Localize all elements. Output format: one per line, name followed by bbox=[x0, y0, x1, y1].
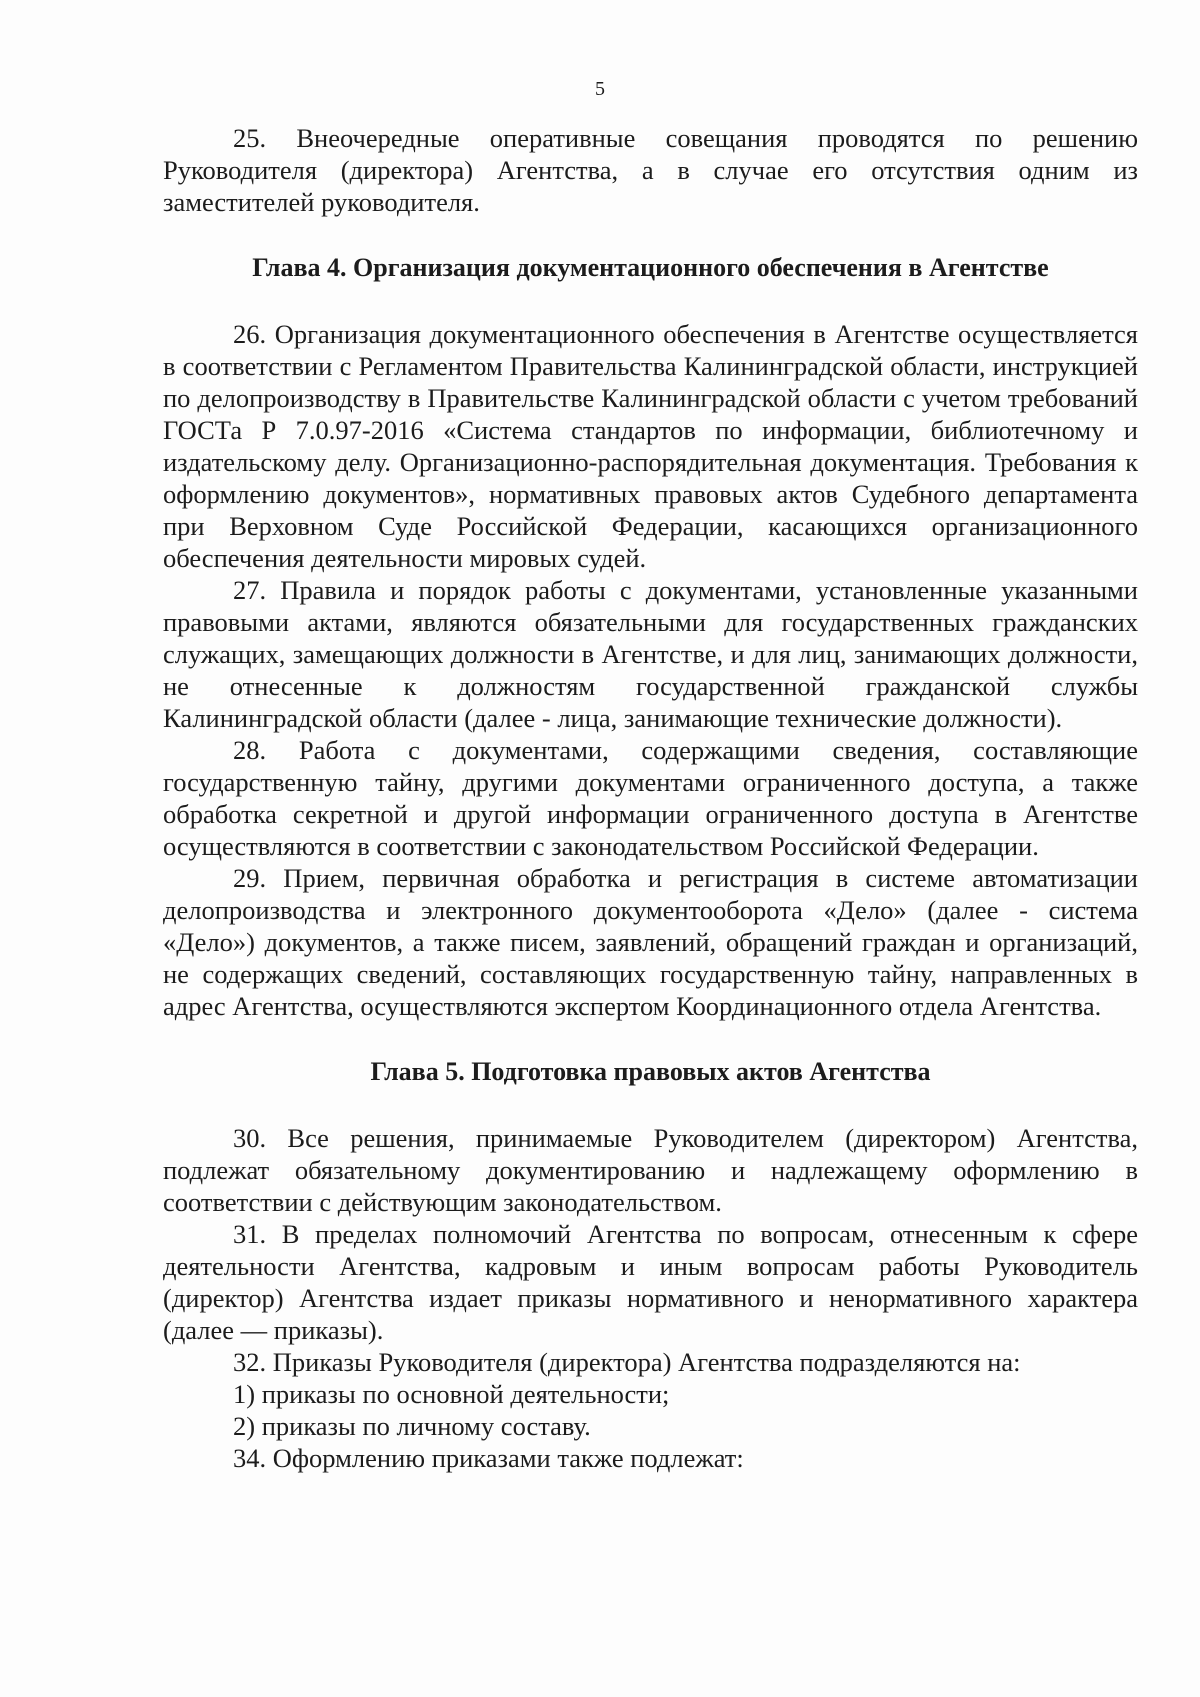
paragraph-25: 25. Внеочередные оперативные совещания проводятся по решению Руководителя (директора) Агентства, а в случае его отсутствия одним из заместителей руководителя. bbox=[163, 123, 1138, 217]
list-item: 1) приказы по основной деятельности; bbox=[233, 1379, 670, 1409]
chapter-5-title: Глава 5. Подготовка правовых актов Агентства bbox=[370, 1057, 931, 1086]
chapter-4-title: Глава 4. Организация документационного обеспечения в Агентстве bbox=[252, 253, 1049, 282]
paragraph-30: 30. Все решения, принимаемые Руководителем (директором) Агентства, подлежат обязательному документированию и надлежащему оформлению в соответствии с действующим законодательством. bbox=[163, 1123, 1138, 1217]
paragraph-32: 32. Приказы Руководителя (директора) Агентства подразделяются на: bbox=[233, 1347, 1021, 1377]
paragraph-34: 34. Оформлению приказами также подлежат: bbox=[233, 1443, 744, 1473]
paragraph-26: 26. Организация документационного обеспечения в Агентстве осуществляется в соответствии с Регламентом Правительства Калининградской области, инструкцией по делопроизводству в Правительстве Калининградской области с учетом требований ГОСТа Р 7.0.97-2016 «Система стандартов по информации, библиотечному и издательскому делу. Организационно-распорядительная документация. Требования к оформлению документов», нормативных правовых актов Судебного департамента при Верховном Суде Российской Федерации, касающихся организационного обеспечения деятельности мировых судей. bbox=[163, 319, 1138, 573]
paragraph-27: 27. Правила и порядок работы с документами, установленные указанными правовыми актами, являются обязательными для государственных гражданских служащих, замещающих должности в Агентстве, и для лиц, занимающих должности, не отнесенные к должностям государственной гражданской службы Калининградской области (далее - лица, занимающие технические должности). bbox=[163, 575, 1138, 733]
page-number: 5 bbox=[595, 78, 605, 100]
paragraph-31: 31. В пределах полномочий Агентства по вопросам, отнесенным к сфере деятельности Агентства, кадровым и иным вопросам работы Руководитель (директор) Агентства издает приказы нормативного и ненормативного характера (далее — приказы). bbox=[163, 1219, 1138, 1345]
list-item: 2) приказы по личному составу. bbox=[233, 1411, 591, 1441]
paragraph-28: 28. Работа с документами, содержащими сведения, составляющие государственную тайну, другими документами ограниченного доступа, а также обработка секретной и другой информации ограниченного доступа в Агентстве осуществляются в соответствии с законодательством Российской Федерации. bbox=[163, 735, 1138, 861]
paragraph-29: 29. Прием, первичная обработка и регистрация в системе автоматизации делопроизводства и электронного документооборота «Дело» (далее - система «Дело») документов, а также писем, заявлений, обращений граждан и организаций, не содержащих сведений, составляющих государственную тайну, направленных в адрес Агентства, осуществляются экспертом Координационного отдела Агентства. bbox=[163, 863, 1138, 1021]
document-body bbox=[163, 122, 1138, 1474]
